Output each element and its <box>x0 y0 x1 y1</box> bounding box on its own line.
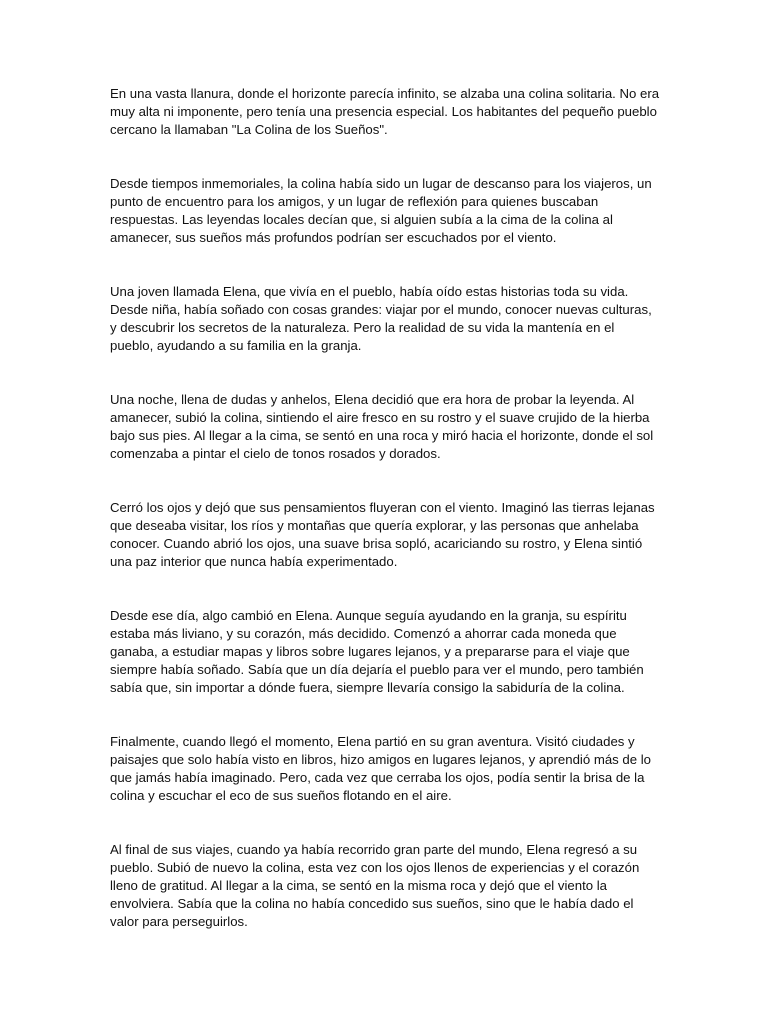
paragraph-7: Finalmente, cuando llegó el momento, Elena partió en su gran aventura. Visitó ciudades y paisajes que solo había visto en libros, hizo amigos en lugares lejanos, y aprendió más de lo que jamás había imaginado. Pero, cada vez que cerraba los ojos, podía sentir la brisa de la colina y escuchar el eco de sus sueños flotando en el aire. <box>110 734 652 803</box>
paragraph-2: Desde tiempos inmemoriales, la colina había sido un lugar de descanso para los viajeros, un punto de encuentro para los amigos, y un lugar de reflexión para quienes buscaban respuestas. Las leyendas locales decían que, si alguien subía a la cima de la colina al amanecer, sus sueños más profundos podrían ser escuchados por el viento. <box>110 176 652 245</box>
paragraph-5: Cerró los ojos y dejó que sus pensamientos fluyeran con el viento. Imaginó las tierras lejanas que deseaba visitar, los ríos y montañas que quería explorar, y las personas que anhelaba conocer. Cuando abrió los ojos, una suave brisa sopló, acariciando su rostro, y Elena sintió una paz interior que nunca había experimentado. <box>110 500 655 569</box>
paragraph-8: Al final de sus viajes, cuando ya había recorrido gran parte del mundo, Elena regresó a su pueblo. Subió de nuevo la colina, esta vez con los ojos llenos de experiencias y el corazón lleno de gratitud. Al llegar a la cima, se sentó en la misma roca y dejó que el viento la envolviera. Sabía que la colina no había concedido sus sueños, sino que le había dado el valor para perseguirlos. <box>110 842 640 929</box>
document-body <box>110 85 660 967</box>
paragraph-4: Una noche, llena de dudas y anhelos, Elena decidió que era hora de probar la leyenda. Al amanecer, subió la colina, sintiendo el aire fresco en su rostro y el suave crujido de la hierba bajo sus pies. Al llegar a la cima, se sentó en una roca y miró hacia el horizonte, donde el sol comenzaba a pintar el cielo de tonos rosados y dorados. <box>110 392 654 461</box>
paragraph-6: Desde ese día, algo cambió en Elena. Aunque seguía ayudando en la granja, su espíritu estaba más liviano, y su corazón, más decidido. Comenzó a ahorrar cada moneda que ganaba, a estudiar mapas y libros sobre lugares lejanos, y a prepararse para el viaje que siempre había soñado. Sabía que un día dejaría el pueblo para ver el mundo, pero también sabía que, sin importar a dónde fuera, siempre llevaría consigo la sabiduría de la colina. <box>110 608 644 695</box>
paragraph-3: Una joven llamada Elena, que vivía en el pueblo, había oído estas historias toda su vida. Desde niña, había soñado con cosas grandes: viajar por el mundo, conocer nuevas culturas, y descubrir los secretos de la naturaleza. Pero la realidad de su vida la mantenía en el pueblo, ayudando a su familia en la granja. <box>110 284 652 353</box>
paragraph-1: En una vasta llanura, donde el horizonte parecía infinito, se alzaba una colina solitaria. No era muy alta ni imponente, pero tenía una presencia especial. Los habitantes del pequeño pueblo cercano la llamaban "La Colina de los Sueños". <box>110 86 660 137</box>
